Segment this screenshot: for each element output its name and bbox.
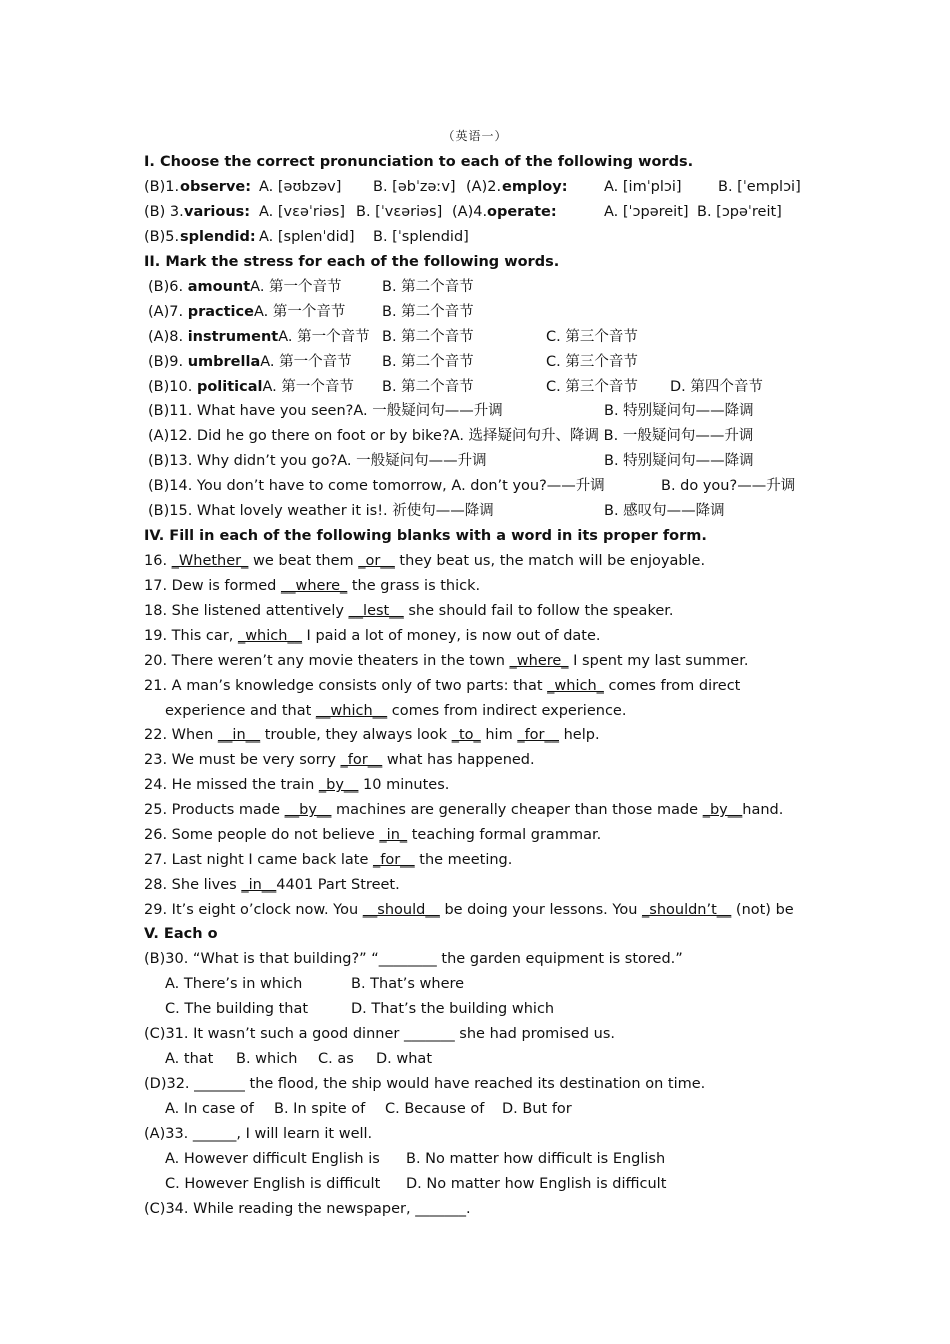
q5-word: splendid: [180,229,256,245]
q16-answer-1: _Whether_ [171,553,249,569]
question-33 [144,1122,824,1146]
q26-answer: _in_ [379,827,408,843]
question-33-options-cd [165,1172,845,1196]
q9-option-b: B. 第二个音节 [382,354,474,370]
q10-word: political [196,379,263,395]
q2-word: employ: [502,179,568,195]
q1-answer: (B)1. [144,179,180,195]
q22-answer-1: __in__ [217,727,261,743]
q32-option-b: B. In spite of [274,1101,366,1117]
q10-option-b: B. 第二个音节 [382,379,474,395]
q21-answer-1: _which_ [547,678,604,694]
q22-text-2: trouble, they always look [260,727,452,743]
question-30 [144,947,824,971]
q14-text: (B)14. You don’t have to come tomorrow, A. don’t you?——升调 [148,478,605,494]
q32-option-c: C. Because of [385,1101,485,1117]
q29-text: 29. It’s eight o’clock now. You [144,902,363,918]
question-17 [144,574,824,598]
question-28 [144,873,824,897]
q15-text: (B)15. What lovely weather it is!. 祈使句——降调 [148,503,494,519]
question-9 [144,350,824,374]
q34-text: (C)34. While reading the newspaper, _______. [144,1201,471,1217]
q5-option-b: B. [ˈsplendid] [373,229,469,245]
q19-text: 19. This car, [144,628,238,644]
q21b-text-2: comes from indirect experience. [387,703,627,719]
q24-text-2: 10 minutes. [358,777,450,793]
q2-option-b: B. [ˈemplɔi] [718,179,801,195]
q31-option-d: D. what [376,1051,433,1067]
question-23 [144,748,824,772]
q30-text: (B)30. “What is that building?” “________ the garden equipment is stored.” [144,951,683,967]
q23-text-2: what has happened. [382,752,535,768]
q11-text: (B)11. What have you seen?A. 一般疑问句——升调 [148,403,503,419]
q21-text-2: comes from direct [603,678,741,694]
q9-option-a: A. 第一个音节 [260,354,352,370]
q20-text-2: I spent my last summer. [568,653,749,669]
q7-word: practice [187,304,254,320]
q10-option-a: A. 第一个音节 [262,379,354,395]
q29-text-3: (not) be [731,902,794,918]
q19-answer: _which__ [237,628,302,644]
q33-text: (A)33. ______, I will learn it well. [144,1126,373,1142]
q18-answer: __lest__ [348,603,404,619]
q28-text-2: 4401 Part Street. [276,877,400,893]
q24-answer: _by__ [318,777,359,793]
q29-answer-2: _shouldn’t__ [642,902,732,918]
question-3-4 [144,200,824,224]
q32-text: (D)32. _______ the flood, the ship would have reached its destination on time. [144,1076,706,1092]
q16-text: 16. [144,553,172,569]
question-32 [144,1072,824,1096]
question-31 [144,1022,824,1046]
q2-option-a: A. [imˈplɔi] [604,179,682,195]
question-21-continued [165,699,845,723]
q33-option-b: B. No matter how difficult is English [406,1151,666,1167]
q8-option-c: C. 第三个音节 [546,329,638,345]
q31-text: (C)31. It wasn’t such a good dinner _______ she had promised us. [144,1026,615,1042]
q15-option-b: B. 感叹句——降调 [604,503,725,519]
q3-option-b: B. [ˈvɛəriəs] [356,204,443,220]
section-2-heading: II. Mark the stress for each of the following words. [144,254,560,270]
section-4-heading: IV. Fill in each of the following blanks with a word in its proper form. [144,528,707,544]
q7-answer: (A)7. [148,304,184,320]
q4-option-a: A. [ˈɔpəreit] [604,204,689,220]
q17-answer: __where_ [280,578,348,594]
question-20 [144,649,824,673]
q8-word: instrument [187,329,279,345]
q27-text: 27. Last night I came back late [144,852,373,868]
q33-option-d: D. No matter how English is difficult [406,1176,667,1192]
question-14 [144,474,824,498]
q9-word: umbrella [187,354,261,370]
question-22 [144,723,824,747]
q7-option-b: B. 第二个音节 [382,304,474,320]
q31-option-a: A. that [165,1051,214,1067]
q28-text: 28. She lives [144,877,242,893]
q17-text-2: the grass is thick. [347,578,481,594]
q9-option-c: C. 第三个音节 [546,354,638,370]
question-31-options [165,1047,845,1071]
q6-option-a: A. 第一个音节 [250,279,342,295]
q16-text-3: they beat us, the match will be enjoyable. [394,553,706,569]
q31-option-b: B. which [236,1051,298,1067]
q30-option-b: B. That’s where [351,976,465,992]
question-6 [144,275,824,299]
question-25 [144,798,824,822]
q10-option-c: C. 第三个音节 [546,379,638,395]
q25-text: 25. Products made [144,802,285,818]
q33-option-a: A. However difficult English is [165,1151,380,1167]
q22-text: 22. When [144,727,218,743]
q5-option-a: A. [splenˈdid] [259,229,355,245]
q18-text-2: she should fail to follow the speaker. [403,603,674,619]
question-24 [144,773,824,797]
q16-text-2: we beat them [248,553,359,569]
question-27 [144,848,824,872]
q7-option-a: A. 第一个音节 [253,304,346,320]
q4-option-b: B. [ɔpəˈreit] [697,204,782,220]
q12-text: (A)12. Did he go there on foot or by bike?A. 选择疑问句升、降调 B. 一般疑问句——升调 [148,428,754,444]
section-1-heading: I. Choose the correct pronunciation to each of the following words. [144,154,694,170]
question-19 [144,624,824,648]
q23-answer: _for__ [340,752,383,768]
q30-option-a: A. There’s in which [165,976,303,992]
q8-answer: (A)8. [148,329,184,345]
q27-answer: _for__ [372,852,415,868]
q3-answer: (B) 3. [144,204,184,220]
q10-answer: (B)10. [148,379,193,395]
q1-option-b: B. [əbˈzəːv] [373,179,456,195]
question-1-2 [144,175,824,199]
q32-option-d: D. But for [502,1101,572,1117]
q25-answer-2: _by__ [702,802,743,818]
page-title: （英语一） [442,129,508,143]
q25-text-2: machines are generally cheaper than those made [331,802,703,818]
q33-option-c: C. However English is difficult [165,1176,381,1192]
q26-text: 26. Some people do not believe [144,827,380,843]
q31-option-c: C. as [318,1051,354,1067]
question-21 [144,674,824,698]
q5-answer: (B)5. [144,229,180,245]
q25-text-3: hand. [742,802,784,818]
q23-text: 23. We must be very sorry [144,752,341,768]
section-5-heading: V. Each o [144,926,218,942]
q32-option-a: A. In case of [165,1101,254,1117]
question-16 [144,549,824,573]
q29-text-2: be doing your lessons. You [439,902,643,918]
question-30-options-ab [165,972,845,996]
q14-option-b: B. do you?——升调 [661,478,796,494]
question-10 [144,375,824,399]
q13-option-b: B. 特别疑问句——降调 [604,453,754,469]
q6-word: amount [187,279,251,295]
q16-answer-2: _or__ [358,553,395,569]
q29-answer-1: __should__ [362,902,440,918]
q20-answer: _where_ [509,653,569,669]
question-26 [144,823,824,847]
q3-option-a: A. [vɛəˈriəs] [259,204,345,220]
q10-option-d: D. 第四个音节 [670,379,763,395]
q30-option-d: D. That’s the building which [351,1001,555,1017]
q17-text: 17. Dew is formed [144,578,281,594]
q2-answer: (A)2. [466,179,502,195]
question-5 [144,225,824,249]
question-29 [144,898,824,922]
q24-text: 24. He missed the train [144,777,319,793]
q11-option-b: B. 特别疑问句——降调 [604,403,754,419]
q4-answer: (A)4. [452,204,488,220]
question-15 [144,499,824,523]
q22-text-4: help. [559,727,600,743]
q18-text: 18. She listened attentively [144,603,349,619]
q21b-text: experience and that [165,703,316,719]
q21-text: 21. A man’s knowledge consists only of two parts: that [144,678,548,694]
q8-option-a: A. 第一个音节 [278,329,370,345]
q8-option-b: B. 第二个音节 [382,329,474,345]
q20-text: 20. There weren’t any movie theaters in the town [144,653,510,669]
question-7 [144,300,824,324]
q26-text-2: teaching formal grammar. [407,827,602,843]
question-8 [144,325,824,349]
q21-answer-2: __which__ [315,703,388,719]
q9-answer: (B)9. [148,354,184,370]
q3-word: various: [184,204,251,220]
q19-text-2: I paid a lot of money, is now out of date. [301,628,601,644]
question-33-options-ab [165,1147,845,1171]
question-12 [144,424,824,448]
q22-answer-3: _for__ [517,727,559,743]
question-32-options [165,1097,845,1121]
q27-text-2: the meeting. [414,852,513,868]
question-11 [144,399,824,423]
q1-option-a: A. [əʊbzəv] [259,179,342,195]
q6-answer: (B)6. [148,279,184,295]
q13-text: (B)13. Why didn’t you go?A. 一般疑问句——升调 [148,453,487,469]
q6-option-b: B. 第二个音节 [382,279,474,295]
question-13 [144,449,824,473]
question-30-options-cd [165,997,845,1021]
q22-answer-2: _to_ [451,727,481,743]
q28-answer: _in__ [241,877,277,893]
question-18 [144,599,824,623]
q1-word: observe: [180,179,252,195]
q25-answer-1: __by__ [284,802,332,818]
question-34 [144,1197,824,1221]
q22-text-3: him [480,727,518,743]
q30-option-c: C. The building that [165,1001,309,1017]
q4-word: operate: [487,204,557,220]
